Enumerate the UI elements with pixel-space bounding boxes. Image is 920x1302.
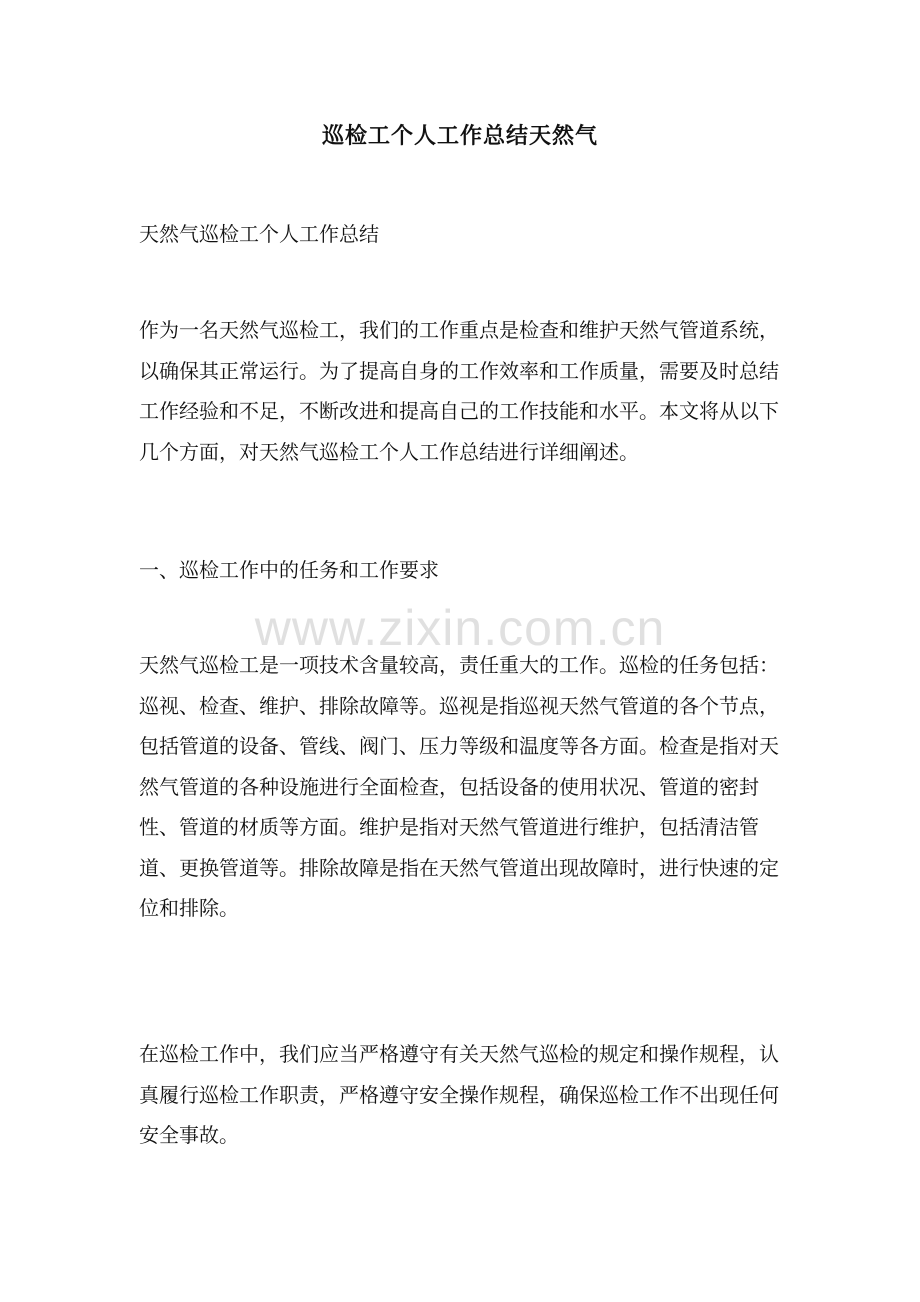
- section-heading: 一、巡检工作中的任务和工作要求: [139, 558, 439, 582]
- intro-paragraph: 作为一名天然气巡检工，我们的工作重点是检查和维护天然气管道系统，以确保其正常运行。为了提高自身的工作效率和工作质量，需要及时总结工作经验和不足，不断改进和提高自己的工作技能和水平。本文将从以下几个方面，对天然气巡检工个人工作总结进行详细阐述。: [139, 318, 779, 464]
- requirements-paragraph: 在巡检工作中，我们应当严格遵守有关天然气巡检的规定和操作规程，认真履行巡检工作职责，严格遵守安全操作规程，确保巡检工作不出现任何安全事故。: [139, 1042, 779, 1147]
- document-subtitle: 天然气巡检工个人工作总结: [139, 222, 379, 246]
- watermark-text: www.zixin.com.cn: [254, 600, 666, 656]
- tasks-paragraph: 天然气巡检工是一项技术含量较高，责任重大的工作。巡检的任务包括：巡视、检查、维护、排除故障等。巡视是指巡视天然气管道的各个节点，包括管道的设备、管线、阀门、压力等级和温度等各方面。检查是指对天然气管道的各种设施进行全面检查，包括设备的使用状况、管道的密封性、管道的材质等方面。维护是指对天然气管道进行维护，包括清洁管道、更换管道等。排除故障是指在天然气管道出现故障时，进行快速的定位和排除。: [139, 653, 779, 920]
- document-title: 巡检工个人工作总结天然气: [321, 123, 598, 149]
